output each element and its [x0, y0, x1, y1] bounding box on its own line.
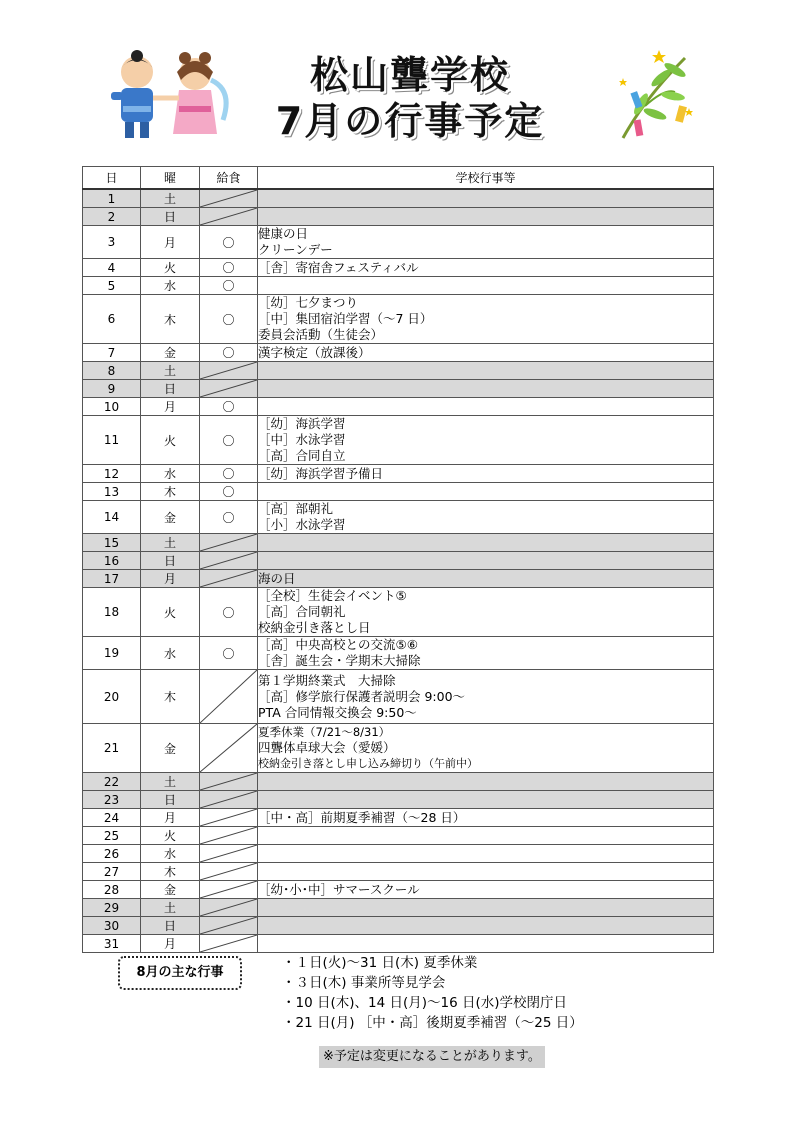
- no-lunch-slash: [200, 845, 258, 863]
- event-line: ［舎］寄宿舎フェスティバル: [258, 259, 419, 275]
- no-lunch-slash: [200, 362, 258, 380]
- table-row: [83, 380, 714, 398]
- table-row: [83, 416, 714, 465]
- slash-icon: [200, 809, 257, 826]
- table-row: [83, 277, 714, 295]
- weekday-cell: 土: [141, 534, 200, 552]
- table-row: [83, 189, 714, 208]
- august-events-list: [282, 953, 583, 1033]
- table-row: [83, 724, 714, 773]
- slash-icon: [200, 773, 257, 790]
- slash-icon: [200, 570, 257, 587]
- table-row: [83, 917, 714, 935]
- events-cell: [258, 226, 714, 259]
- header-events: 学校行事等: [258, 167, 714, 190]
- events-cell: [258, 208, 714, 226]
- events-cell: [258, 501, 714, 534]
- list-item: ・３日(木) 事業所等見学会: [282, 975, 446, 991]
- list-item: ・10 日(木)、14 日(月)～16 日(水)学校閉庁日: [282, 995, 568, 1011]
- table-row: [83, 259, 714, 277]
- lunch-mark: 〇: [200, 226, 258, 259]
- event-line: ［幼］七夕まつり: [258, 295, 359, 310]
- events-cell: [258, 483, 714, 501]
- day-cell: 22: [83, 773, 141, 791]
- table-row: [83, 483, 714, 501]
- no-lunch-slash: [200, 773, 258, 791]
- event-line: 校納金引き落とし日: [258, 620, 371, 635]
- day-cell: 24: [83, 809, 141, 827]
- weekday-cell: 木: [141, 670, 200, 724]
- day-cell: 12: [83, 465, 141, 483]
- no-lunch-slash: [200, 724, 258, 773]
- weekday-cell: 月: [141, 398, 200, 416]
- weekday-cell: 月: [141, 570, 200, 588]
- event-line: ［幼･小･中］サマースクール: [258, 881, 420, 897]
- weekday-cell: 木: [141, 483, 200, 501]
- schedule-table: [82, 166, 714, 953]
- day-cell: 9: [83, 380, 141, 398]
- lunch-mark: 〇: [200, 588, 258, 637]
- day-cell: 14: [83, 501, 141, 534]
- table-row: [83, 208, 714, 226]
- day-cell: 1: [83, 189, 141, 208]
- no-lunch-slash: [200, 570, 258, 588]
- events-cell: [258, 773, 714, 791]
- day-cell: 26: [83, 845, 141, 863]
- day-cell: 11: [83, 416, 141, 465]
- lunch-mark: 〇: [200, 398, 258, 416]
- slash-icon: [200, 362, 257, 379]
- event-line: ［幼］海浜学習: [258, 416, 346, 431]
- table-row: [83, 845, 714, 863]
- weekday-cell: 土: [141, 362, 200, 380]
- event-line: 四聾体卓球大会（愛媛）: [258, 740, 396, 755]
- slash-icon: [200, 935, 257, 952]
- lunch-mark: 〇: [200, 344, 258, 362]
- table-row: [83, 791, 714, 809]
- tanabata-couple-icon: [105, 50, 235, 145]
- slash-icon: [200, 827, 257, 844]
- weekday-cell: 土: [141, 773, 200, 791]
- table-row: [83, 881, 714, 899]
- slash-icon: [200, 534, 257, 551]
- table-row: [83, 295, 714, 344]
- weekday-cell: 月: [141, 226, 200, 259]
- table-row: [83, 637, 714, 670]
- day-cell: 8: [83, 362, 141, 380]
- event-line: 海の日: [258, 570, 296, 586]
- events-cell: [258, 189, 714, 208]
- page-title: [240, 52, 580, 144]
- events-cell: [258, 362, 714, 380]
- day-cell: 28: [83, 881, 141, 899]
- weekday-cell: 水: [141, 465, 200, 483]
- weekday-cell: 月: [141, 809, 200, 827]
- weekday-cell: 土: [141, 189, 200, 208]
- slash-icon: [200, 881, 257, 898]
- event-line: ［中・高］前期夏季補習（～28 日）: [258, 809, 466, 825]
- no-lunch-slash: [200, 552, 258, 570]
- no-lunch-slash: [200, 863, 258, 881]
- event-line: ［舎］誕生会・学期末大掃除: [258, 653, 421, 668]
- slash-icon: [200, 845, 257, 862]
- event-line: ［高］部朝礼: [258, 501, 334, 516]
- events-cell: [258, 670, 714, 724]
- lunch-mark: 〇: [200, 637, 258, 670]
- lunch-mark: 〇: [200, 501, 258, 534]
- lunch-mark: 〇: [200, 483, 258, 501]
- day-cell: 2: [83, 208, 141, 226]
- events-cell: [258, 724, 714, 773]
- events-cell: [258, 465, 714, 483]
- no-lunch-slash: [200, 534, 258, 552]
- table-row: [83, 935, 714, 953]
- table-row: [83, 344, 714, 362]
- weekday-cell: 日: [141, 380, 200, 398]
- event-line: PTA 合同情報交換会 9:50～: [258, 704, 417, 720]
- no-lunch-slash: [200, 208, 258, 226]
- bamboo-tanzaku-icon: [615, 48, 695, 143]
- header-day: 日: [83, 167, 141, 190]
- events-cell: [258, 588, 714, 637]
- no-lunch-slash: [200, 899, 258, 917]
- lunch-mark: 〇: [200, 465, 258, 483]
- day-cell: 30: [83, 917, 141, 935]
- weekday-cell: 火: [141, 259, 200, 277]
- weekday-cell: 木: [141, 295, 200, 344]
- event-line: ［高］合同自立: [258, 448, 346, 463]
- day-cell: 17: [83, 570, 141, 588]
- event-line: ［小］水泳学習: [258, 517, 346, 532]
- table-row: [83, 863, 714, 881]
- slash-icon: [200, 552, 257, 569]
- no-lunch-slash: [200, 380, 258, 398]
- event-line: ［高］中央高校との交流⑤⑥: [258, 637, 418, 652]
- day-cell: 31: [83, 935, 141, 953]
- no-lunch-slash: [200, 791, 258, 809]
- table-row: [83, 501, 714, 534]
- slash-icon: [200, 208, 257, 225]
- weekday-cell: 木: [141, 863, 200, 881]
- weekday-cell: 土: [141, 899, 200, 917]
- events-cell: [258, 809, 714, 827]
- no-lunch-slash: [200, 189, 258, 208]
- day-cell: 15: [83, 534, 141, 552]
- events-cell: [258, 863, 714, 881]
- table-row: [83, 398, 714, 416]
- event-line: 第１学期終業式 大掃除: [258, 672, 396, 688]
- weekday-cell: 金: [141, 344, 200, 362]
- day-cell: 27: [83, 863, 141, 881]
- weekday-cell: 火: [141, 416, 200, 465]
- day-cell: 5: [83, 277, 141, 295]
- table-row: [83, 534, 714, 552]
- slash-icon: [200, 899, 257, 916]
- events-cell: [258, 791, 714, 809]
- events-cell: [258, 295, 714, 344]
- day-cell: 21: [83, 724, 141, 773]
- no-lunch-slash: [200, 881, 258, 899]
- event-line: ［中］水泳学習: [258, 432, 346, 447]
- events-cell: [258, 259, 714, 277]
- day-cell: 23: [83, 791, 141, 809]
- events-cell: [258, 935, 714, 953]
- events-cell: [258, 881, 714, 899]
- weekday-cell: 金: [141, 724, 200, 773]
- weekday-cell: 金: [141, 501, 200, 534]
- events-cell: [258, 845, 714, 863]
- event-line: クリーンデー: [258, 242, 333, 257]
- no-lunch-slash: [200, 917, 258, 935]
- event-line: 健康の日: [258, 226, 309, 241]
- day-cell: 13: [83, 483, 141, 501]
- event-line: 委員会活動（生徒会）: [258, 327, 384, 342]
- event-line: ［高］修学旅行保護者説明会 9:00～: [258, 688, 466, 704]
- events-cell: [258, 344, 714, 362]
- events-cell: [258, 917, 714, 935]
- no-lunch-slash: [200, 827, 258, 845]
- list-item: ・21 日(月) ［中・高］後期夏季補習（～25 日）: [282, 1015, 583, 1031]
- no-lunch-slash: [200, 809, 258, 827]
- weekday-cell: 日: [141, 208, 200, 226]
- weekday-cell: 月: [141, 935, 200, 953]
- table-row: [83, 809, 714, 827]
- weekday-cell: 日: [141, 791, 200, 809]
- table-row: [83, 226, 714, 259]
- day-cell: 6: [83, 295, 141, 344]
- day-cell: 25: [83, 827, 141, 845]
- event-line: 夏季休業（7/21～8/31）: [258, 725, 391, 739]
- table-row: [83, 773, 714, 791]
- lunch-mark: 〇: [200, 416, 258, 465]
- events-cell: [258, 416, 714, 465]
- table-row: [83, 570, 714, 588]
- weekday-cell: 火: [141, 588, 200, 637]
- events-cell: [258, 637, 714, 670]
- no-lunch-slash: [200, 670, 258, 724]
- slash-icon: [200, 724, 257, 772]
- slash-icon: [200, 917, 257, 934]
- august-events-label: 8月の主な行事: [118, 956, 242, 990]
- title-school: 松山聾学校: [309, 53, 510, 97]
- day-cell: 19: [83, 637, 141, 670]
- table-row: [83, 899, 714, 917]
- weekday-cell: 水: [141, 637, 200, 670]
- day-cell: 18: [83, 588, 141, 637]
- events-cell: [258, 534, 714, 552]
- weekday-cell: 水: [141, 845, 200, 863]
- day-cell: 7: [83, 344, 141, 362]
- slash-icon: [200, 863, 257, 880]
- table-header: [83, 167, 714, 190]
- table-row: [83, 552, 714, 570]
- day-cell: 20: [83, 670, 141, 724]
- event-line: ［高］合同朝礼: [258, 604, 346, 619]
- event-line: 校納金引き落とし申し込み締切り（午前中）: [258, 757, 478, 770]
- day-cell: 4: [83, 259, 141, 277]
- day-cell: 3: [83, 226, 141, 259]
- slash-icon: [200, 380, 257, 397]
- events-cell: [258, 899, 714, 917]
- slash-icon: [200, 791, 257, 808]
- list-item: ・１日(火)～31 日(木) 夏季休業: [282, 955, 478, 971]
- events-cell: [258, 277, 714, 295]
- table-row: [83, 827, 714, 845]
- slash-icon: [200, 190, 257, 207]
- table-row: [83, 588, 714, 637]
- header-weekday: 曜: [141, 167, 200, 190]
- day-cell: 10: [83, 398, 141, 416]
- event-line: ［中］集団宿泊学習（～7 日）: [258, 311, 433, 326]
- lunch-mark: 〇: [200, 277, 258, 295]
- table-row: [83, 362, 714, 380]
- weekday-cell: 水: [141, 277, 200, 295]
- day-cell: 29: [83, 899, 141, 917]
- day-cell: 16: [83, 552, 141, 570]
- events-cell: [258, 398, 714, 416]
- slash-icon: [200, 670, 257, 723]
- title-month: 7月の行事予定: [275, 99, 545, 143]
- lunch-mark: 〇: [200, 259, 258, 277]
- event-line: ［幼］海浜学習予備日: [258, 465, 384, 481]
- events-cell: [258, 827, 714, 845]
- lunch-mark: 〇: [200, 295, 258, 344]
- header-lunch: 給食: [200, 167, 258, 190]
- table-row: [83, 670, 714, 724]
- weekday-cell: 日: [141, 917, 200, 935]
- weekday-cell: 火: [141, 827, 200, 845]
- weekday-cell: 金: [141, 881, 200, 899]
- event-line: 漢字検定（放課後）: [258, 344, 371, 360]
- change-notice: ※予定は変更になることがあります。: [319, 1046, 545, 1068]
- events-cell: [258, 570, 714, 588]
- events-cell: [258, 380, 714, 398]
- weekday-cell: 日: [141, 552, 200, 570]
- no-lunch-slash: [200, 935, 258, 953]
- events-cell: [258, 552, 714, 570]
- event-line: ［全校］生徒会イベント⑤: [258, 588, 407, 603]
- table-row: [83, 465, 714, 483]
